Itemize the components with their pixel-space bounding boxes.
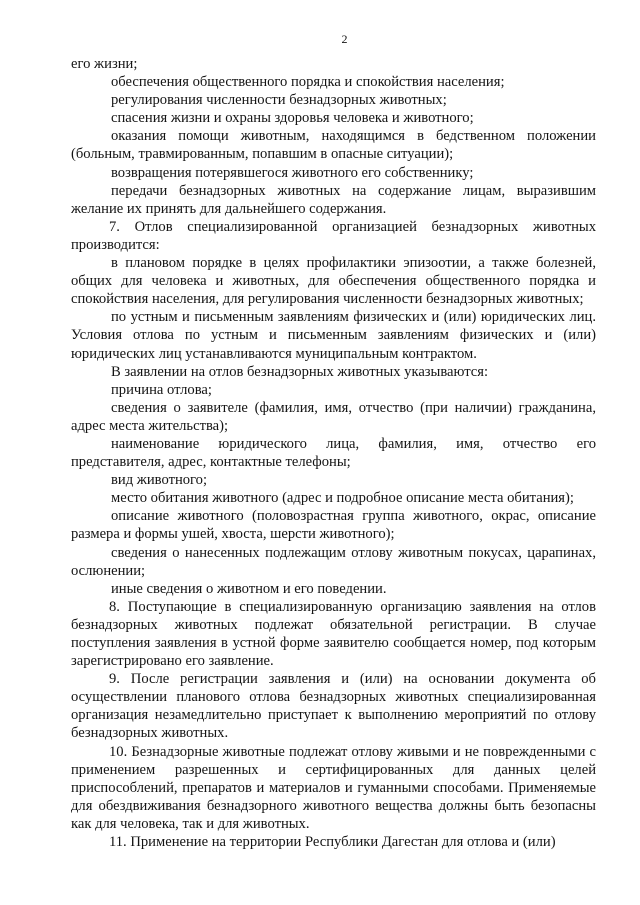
- paragraph-animal-description: описание животного (половозрастная группа животного, окрас, описание размера и формы ушей, хвоста, шерсти животного);: [71, 508, 596, 543]
- paragraph-life-clause: его жизни;: [71, 56, 138, 72]
- paragraph-request-contents: В заявлении на отлов безнадзорных животных указываются:: [111, 363, 489, 380]
- paragraph-capture-reason: причина отлова;: [111, 381, 212, 398]
- paragraph-item-8: 8. Поступающие в специализированную организацию заявления на отлов безнадзорных животных подлежат обязательной регистрации. В случае поступления заявления в устной форме заявителю сообщается номер, под которым зарегистрировано его заявление.: [71, 598, 596, 670]
- paragraph-planned-capture: в плановом порядке в целях профилактики эпизоотии, а также болезней, общих для человека и животных, для обеспечения общественного порядка и спокойствия населения, для регулирования численности безнадзорных животных;: [71, 255, 596, 308]
- paragraph-return-to-owner: возвращения потерявшегося животного его собственнику;: [111, 164, 474, 181]
- paragraph-other-info: иные сведения о животном и его поведении.: [111, 580, 387, 597]
- paragraph-item-11: 11. Применение на территории Республики Дагестан для отлова и (или): [109, 834, 556, 851]
- paragraph-legal-entity: наименование юридического лица, фамилия, имя, отчество его представителя, адрес, контактные телефоны;: [71, 435, 596, 471]
- paragraph-item-10: 10. Безнадзорные животные подлежат отлову живыми и не поврежденными с применением разрешенных и сертифицированных для данных целей приспособлений, препаратов и материалов и гуманными способами. Применяемые для обездвиживания безнадзорного животного вещества должны быть безопасны как для человека, так и для животных.: [71, 743, 596, 832]
- document-body: [71, 55, 596, 851]
- paragraph-bites-info: сведения о нанесенных подлежащим отлову животным покусах, царапинах, ослюнении;: [71, 544, 596, 579]
- paragraph-animal-aid: оказания помощи животным, находящимся в бедственном положении (больным, травмированным, попавшим в опасные ситуации);: [71, 128, 596, 163]
- paragraph-animal-species: вид животного;: [111, 472, 208, 489]
- paragraph-life-protection: спасения жизни и охраны здоровья человека и животного;: [111, 110, 474, 127]
- paragraph-requests: по устным и письменным заявлениям физических и (или) юридических лиц. Условия отлова по устным и письменным заявлениям физических и (или) юридических лиц устанавливаются муниципальным контрактом.: [71, 309, 596, 362]
- paragraph-item-7: 7. Отлов специализированной организацией безнадзорных животных производится:: [71, 218, 596, 253]
- paragraph-population-control: регулирования численности безнадзорных животных;: [111, 92, 447, 109]
- paragraph-item-9: 9. После регистрации заявления и (или) на основании документа об осуществлении планового отлова безнадзорных животных специализированная организация незамедлительно приступает к выполнению мероприятий по отлову безнадзорных животных.: [71, 671, 596, 742]
- paragraph-public-order: обеспечения общественного порядка и спокойствия населения;: [111, 74, 505, 91]
- page-number: 2: [341, 32, 348, 46]
- paragraph-applicant-info: сведения о заявителе (фамилия, имя, отчество (при наличии) гражданина, адрес места жительства);: [71, 399, 596, 434]
- paragraph-transfer-to-keepers: передачи безнадзорных животных на содержание лицам, выразившим желание их принять для дальнейшего содержания.: [71, 182, 596, 217]
- paragraph-habitat: место обитания животного (адрес и подробное описание места обитания);: [111, 490, 574, 507]
